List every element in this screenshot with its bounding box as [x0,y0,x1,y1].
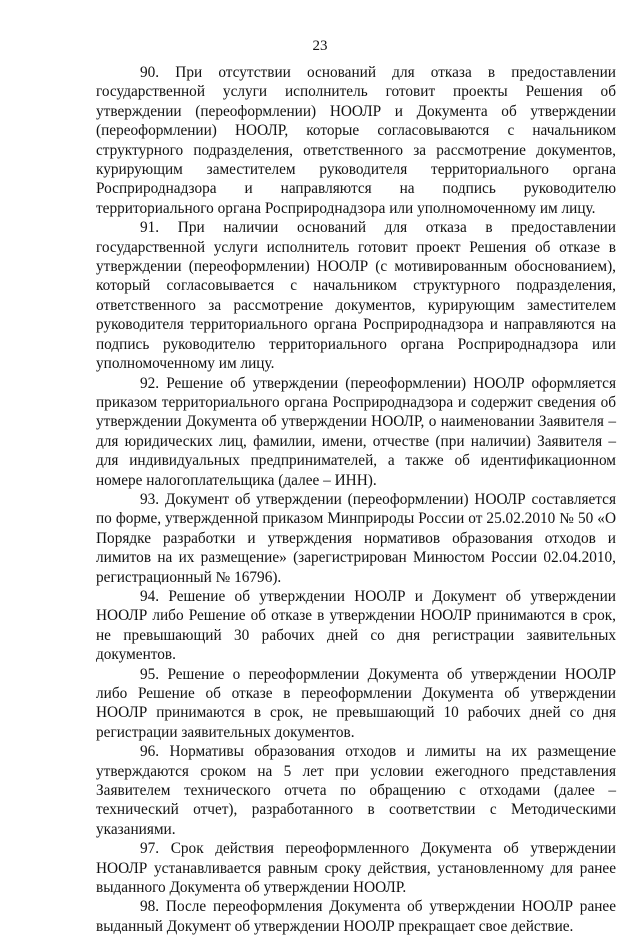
paragraph-95: 95. Решение о переоформлении Документа об утверждении НООЛР либо Решение об отказе в переоформлении Документа об утверждении НООЛР принимаются в срок, не превышающий 10 рабочих дней со дня регистрации заявительных документов. [96,665,616,741]
paragraph-96: 96. Нормативы образования отходов и лимиты на их размещение утверждаются сроком на 5 лет при условии ежегодного представления Заявителем технического отчета по обращению с отходами (далее – технический отчет), разработанного в соответствии с Методическими указаниями. [96,743,616,838]
paragraph-94: 94. Решение об утверждении НООЛР и Документ об утверждении НООЛР либо Решение об отказе в утверждении НООЛР принимаются в срок, не превышающий 30 рабочих дней со дня регистрации заявительных документов. [96,587,616,664]
paragraph-90: 90. При отсутствии оснований для отказа в предоставлении государственной услуги исполнитель готовит проекты Решения об утверждении (переоформлении) НООЛР и Документа об утверждении (переоформлении) НООЛР, которые согласовываются с начальником структурного подразделения, ответственного за рассмотрение документов, курирующим заместителем руководителя территориального органа Росприроднадзора и направляются на подпись руководителю территориального органа Росприроднадзора или уполномоченному им лицу. [96,64,616,217]
page-number: 23 [312,38,328,54]
paragraph-91: 91. При наличии оснований для отказа в предоставлении государственной услуги исполнитель готовит проект Решения об отказе в утверждении (переоформлении) НООЛР (с мотивированным обоснованием), который согласовывается с начальником структурного подразделения, ответственного за рассмотрение документов, курирующим заместителем руководителя территориального органа Росприроднадзора и направляются на подпись руководителю территориального органа Росприроднадзора или уполномоченному им лицу. [96,219,616,373]
paragraph-98: 98. После переоформления Документа об утверждении НООЛР ранее выданный Документ об утверждении НООЛР прекращает свое действие. [96,898,616,935]
paragraph-93: 93. Документ об утверждении (переоформлении) НООЛР составляется по форме, утвержденной приказом Минприроды России от 25.02.2010 № 50 «О Порядке разработки и утверждения нормативов образования отходов и лимитов на их размещение» (зарегистрирован Минюстом России 02.04.2010, регистрационный № 16796). [96,490,616,586]
document-body [96,63,616,936]
paragraph-97: 97. Срок действия переоформленного Документа об утверждении НООЛР устанавливается равным сроку действия, установленному для ранее выданного Документа об утверждении НООЛР. [96,840,616,897]
paragraph-92: 92. Решение об утверждении (переоформлении) НООЛР оформляется приказом территориального органа Росприроднадзора и содержит сведения об утверждении Документа об утверждении НООЛР, о наименовании Заявителя – для юридических лиц, фамилии, имени, отчестве (при наличии) Заявителя – для индивидуальных предпринимателей, а также об идентификационном номере налогоплательщика (далее – ИНН). [96,374,616,489]
